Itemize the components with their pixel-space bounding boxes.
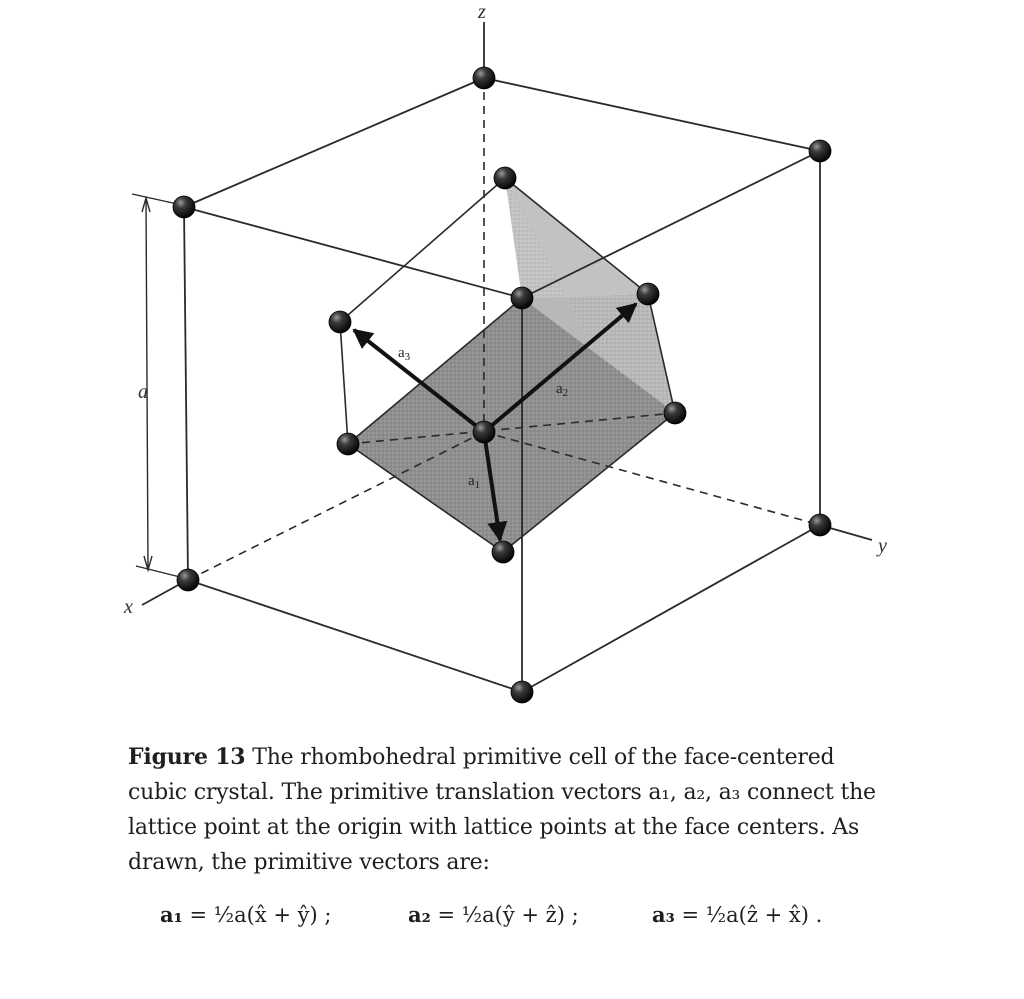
lattice-point-face-left-low	[337, 433, 359, 455]
lattice-point-top-front	[511, 287, 533, 309]
equation-a2-sep: ;	[571, 903, 579, 927]
equation-a3-lhs: a₃	[652, 902, 675, 927]
edge-top-right	[484, 78, 820, 151]
equation-a1-sep: ;	[324, 903, 332, 927]
edge-top-front-left	[184, 207, 522, 298]
equation-a2	[408, 902, 579, 927]
vector-a1-label: $a_1$	[468, 473, 481, 491]
y-axis-label: y	[878, 535, 887, 557]
lattice-point-face-left	[329, 311, 351, 333]
lattice-point-face-right-low	[664, 402, 686, 424]
figure-caption	[128, 740, 888, 880]
lattice-point-face-top	[494, 167, 516, 189]
dim-tick-bottom	[136, 566, 184, 578]
edge-length-label: a	[138, 381, 148, 403]
lattice-point-face-bottom	[492, 541, 514, 563]
rh-edge-1	[340, 178, 505, 322]
caption-text: The rhombohedral primitive cell of the face-centered cubic crystal. The primitive translation vectors a₁, a₂, a₃ connect the lattice point at the origin with lattice points at the face centers. As drawn, the primitive vectors are:	[128, 745, 876, 875]
lattice-point-bottom-left	[177, 569, 199, 591]
y-axis	[830, 528, 872, 540]
edge-left-vertical	[184, 207, 188, 580]
equation-a3-rhs: = ½a(ẑ + x̂)	[681, 903, 809, 927]
primitive-vector-equations	[160, 902, 880, 942]
x-axis	[142, 584, 180, 605]
vector-a3-label: $a_3$	[398, 345, 411, 363]
equation-a2-lhs: a₂	[408, 902, 431, 927]
figure-label: Figure 13	[128, 744, 246, 770]
edge-bottom-left	[188, 580, 522, 692]
edge-top-left	[184, 78, 484, 207]
z-axis-label: z	[478, 1, 486, 23]
lattice-point-face-right	[637, 283, 659, 305]
rh-edge-2	[340, 322, 348, 444]
lattice-point-top-right	[809, 140, 831, 162]
equation-a2-rhs: = ½a(ŷ + ẑ)	[437, 903, 565, 927]
equation-a3	[652, 902, 822, 927]
lattice-point-bottom-right	[809, 514, 831, 536]
lattice-point-top-left	[173, 196, 195, 218]
equation-a1	[160, 902, 331, 927]
lattice-point-origin	[473, 421, 495, 443]
edge-top-front-right	[522, 151, 820, 298]
equation-a1-rhs: = ½a(x̂ + ŷ)	[189, 903, 318, 927]
lattice-point-bottom-front	[511, 681, 533, 703]
x-axis-label: x	[124, 596, 133, 618]
equation-a3-sep: .	[815, 903, 823, 927]
equation-a1-lhs: a₁	[160, 902, 183, 927]
lattice-point-top-back	[473, 67, 495, 89]
edge-bottom-right	[522, 525, 820, 692]
vector-a2-label: $a_2$	[556, 381, 569, 399]
